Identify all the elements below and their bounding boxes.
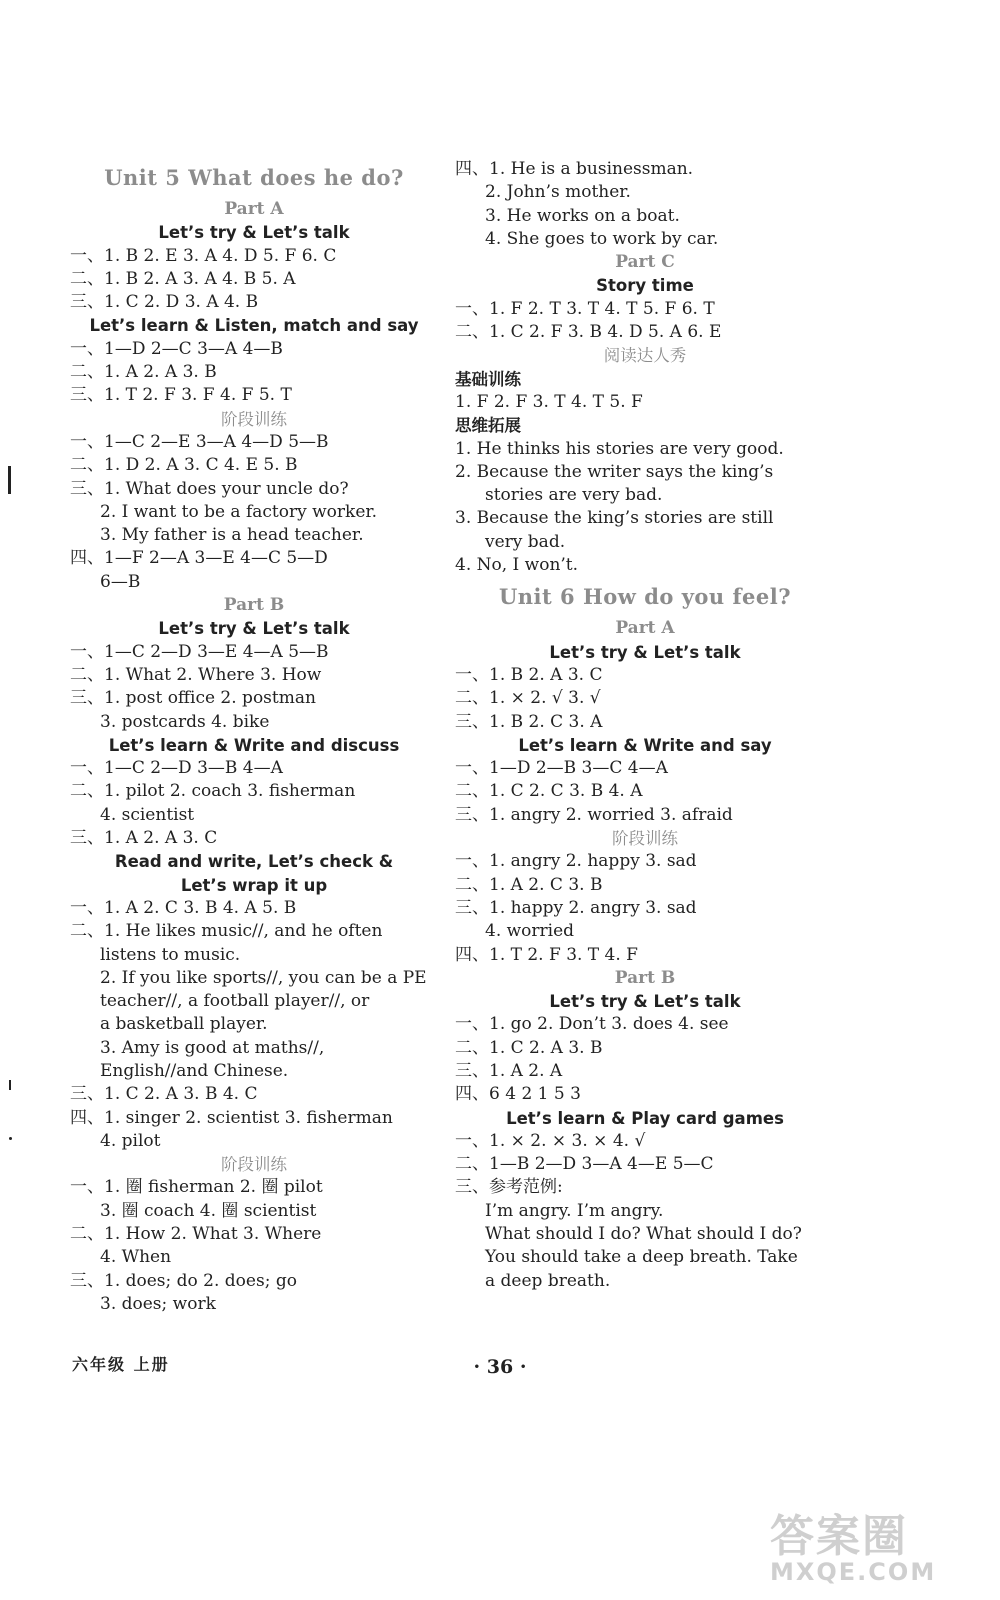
part-heading: Part B <box>223 595 285 616</box>
answer-line: 二、1. C 2. A 3. B <box>455 1037 603 1058</box>
section-heading: Let’s learn & Write and discuss <box>108 735 400 755</box>
answer-line: 二、1. A 2. C 3. B <box>455 874 603 895</box>
answer-line: 一、1—C 2—E 3—A 4—D 5—B <box>70 431 329 452</box>
watermark <box>770 1500 970 1590</box>
section-heading: Let’s learn & Write and say <box>518 735 772 755</box>
answer-line: 一、1—C 2—D 3—E 4—A 5—B <box>70 641 329 662</box>
answer-line: 二、1. C 2. C 3. B 4. A <box>455 781 643 802</box>
answer-line: 4. She goes to work by car. <box>485 228 719 249</box>
answer-line: 一、1. F 2. T 3. T 4. T 5. F 6. T <box>455 298 715 319</box>
answer-line: 二、1. D 2. A 3. C 4. E 5. B <box>70 455 298 476</box>
answer-line: 三、1. C 2. A 3. B 4. C <box>70 1084 258 1105</box>
answer-line: 四、1. He is a businessman. <box>455 159 694 179</box>
stage-heading: 阶段训练 <box>221 1155 287 1175</box>
answer-line: 4. pilot <box>100 1130 161 1151</box>
answer-line: 二、1. C 2. F 3. B 4. D 5. A 6. E <box>455 322 722 343</box>
section-heading: Let’s try & Let’s talk <box>158 223 350 243</box>
answer-line: stories are very bad. <box>485 485 663 506</box>
answer-line: 四、1. singer 2. scientist 3. fisherman <box>70 1107 393 1128</box>
answer-line: 3. My father is a head teacher. <box>100 525 364 546</box>
part-heading: Part A <box>224 199 284 219</box>
answer-line: teacher//, a football player//, or <box>100 991 370 1012</box>
answer-line: listens to music. <box>100 944 241 965</box>
answer-line: very bad. <box>485 531 566 552</box>
answer-line: 一、1. angry 2. happy 3. sad <box>455 851 697 872</box>
answer-line: 4. No, I won’t. <box>455 555 579 576</box>
answer-line: 三、1. post office 2. postman <box>70 688 316 709</box>
answer-line: 4. worried <box>485 921 575 942</box>
answer-line: 三、1. does; do 2. does; go <box>70 1270 297 1291</box>
answer-line: 3. He works on a boat. <box>485 205 680 226</box>
subsection-heading: 思维拓展 <box>455 416 521 436</box>
answer-line: 三、1. A 2. A 3. C <box>70 828 218 849</box>
answer-line: 三、1. happy 2. angry 3. sad <box>455 897 697 918</box>
page-number: · 36 · <box>473 1356 527 1378</box>
answer-line: What should I do? What should I do? <box>485 1224 802 1245</box>
answer-line: 2. If you like sports//, you can be a PE <box>100 967 427 988</box>
answer-line: a basketball player. <box>100 1014 268 1035</box>
answer-line: 一、1. go 2. Don’t 3. does 4. see <box>455 1014 729 1035</box>
answer-line: 二、1. A 2. A 3. B <box>70 362 217 383</box>
answer-line: 三、1. angry 2. worried 3. afraid <box>455 804 733 825</box>
answer-line: 3. postcards 4. bike <box>100 711 270 732</box>
part-heading: Part A <box>615 618 675 639</box>
unit-heading: Unit 5 What does he do? <box>104 165 404 190</box>
margin-mark <box>8 466 11 494</box>
answer-line: 2. I want to be a factory worker. <box>100 501 378 522</box>
watermark-text: 答案圈 <box>770 1511 908 1562</box>
answer-line: 二、1. How 2. What 3. Where <box>70 1224 322 1245</box>
answer-line: English//and Chinese. <box>100 1060 289 1081</box>
part-heading: Part B <box>614 967 676 988</box>
answer-line: 一、1. 圈 fisherman 2. 圈 pilot <box>70 1177 323 1198</box>
answer-line: 二、1. He likes music//, and he often <box>70 921 383 942</box>
unit-heading: Unit 6 How do you feel? <box>498 584 792 610</box>
answer-line: 2. John’s mother. <box>485 182 631 203</box>
answer-line: 三、1. C 2. D 3. A 4. B <box>70 292 259 313</box>
answer-line: 三、参考范例: <box>455 1177 563 1198</box>
left-column <box>70 158 438 1316</box>
answer-line: 二、1—B 2—D 3—A 4—E 5—C <box>455 1154 714 1175</box>
answer-line: 4. scientist <box>100 804 195 825</box>
answer-line: 一、1. B 2. E 3. A 4. D 5. F 6. C <box>70 245 337 266</box>
answer-line: 三、1. B 2. C 3. A <box>455 711 603 732</box>
stage-heading: 阅读达人秀 <box>603 346 687 366</box>
answer-line: 二、1. × 2. √ 3. √ <box>455 688 601 709</box>
answer-line: 1. F 2. F 3. T 4. T 5. F <box>455 391 643 412</box>
section-heading: Let’s try & Let’s talk <box>549 642 741 662</box>
section-heading: Read and write, Let’s check & <box>114 852 394 872</box>
answer-line: 一、1—D 2—C 3—A 4—B <box>70 338 283 359</box>
answer-line: 3. Amy is good at maths//, <box>100 1037 325 1058</box>
answer-line: a deep breath. <box>485 1270 611 1291</box>
answer-line: 三、1. T 2. F 3. F 4. F 5. T <box>70 385 292 406</box>
answer-line: 二、1. B 2. A 3. A 4. B 5. A <box>70 268 296 289</box>
section-heading: Let’s learn & Play card games <box>506 1108 784 1128</box>
answer-line: You should take a deep breath. Take <box>485 1247 798 1268</box>
watermark-url: MXQE.COM <box>770 1558 937 1586</box>
answer-line: I’m angry. I’m angry. <box>485 1200 664 1221</box>
margin-mark <box>9 1080 11 1090</box>
answer-line: 6—B <box>100 571 141 592</box>
answer-line: 二、1. What 2. Where 3. How <box>70 664 322 685</box>
stage-heading: 阶段训练 <box>221 409 287 429</box>
answer-line: 一、1—D 2—B 3—C 4—A <box>455 758 668 779</box>
answer-line: 四、1—F 2—A 3—E 4—C 5—D <box>70 548 328 569</box>
answer-line: 3. does; work <box>100 1293 216 1314</box>
section-heading: Let’s wrap it up <box>180 875 328 895</box>
part-heading: Part C <box>615 252 675 273</box>
answer-line: 4. When <box>100 1247 172 1268</box>
margin-mark <box>9 1137 12 1140</box>
answer-line: 二、1. pilot 2. coach 3. fisherman <box>70 781 356 802</box>
right-column <box>455 158 835 1293</box>
answer-line: 一、1. × 2. × 3. × 4. √ <box>455 1130 646 1151</box>
stage-heading: 阶段训练 <box>612 829 678 849</box>
answer-line: 一、1. B 2. A 3. C <box>455 664 603 685</box>
subsection-heading: 基础训练 <box>455 369 521 389</box>
grade-label: 六年级 上册 <box>72 1355 170 1374</box>
answer-line: 三、1. A 2. A <box>455 1060 563 1081</box>
answer-line: 三、1. What does your uncle do? <box>70 478 349 499</box>
section-heading: Let’s try & Let’s talk <box>549 992 741 1012</box>
answer-line: 四、6 4 2 1 5 3 <box>455 1084 581 1105</box>
answer-line: 一、1—C 2—D 3—B 4—A <box>70 758 283 779</box>
answer-line: 2. Because the writer says the king’s <box>455 461 774 482</box>
section-heading: Let’s learn & Listen, match and say <box>89 316 419 336</box>
answer-line: 3. Because the king’s stories are still <box>455 508 774 529</box>
answer-line: 1. He thinks his stories are very good. <box>455 438 784 459</box>
section-heading: Let’s try & Let’s talk <box>158 619 350 639</box>
answer-line: 3. 圈 coach 4. 圈 scientist <box>100 1200 317 1221</box>
section-heading: Story time <box>596 276 694 296</box>
answer-line: 一、1. A 2. C 3. B 4. A 5. B <box>70 897 297 918</box>
answer-line: 四、1. T 2. F 3. T 4. F <box>455 944 638 965</box>
